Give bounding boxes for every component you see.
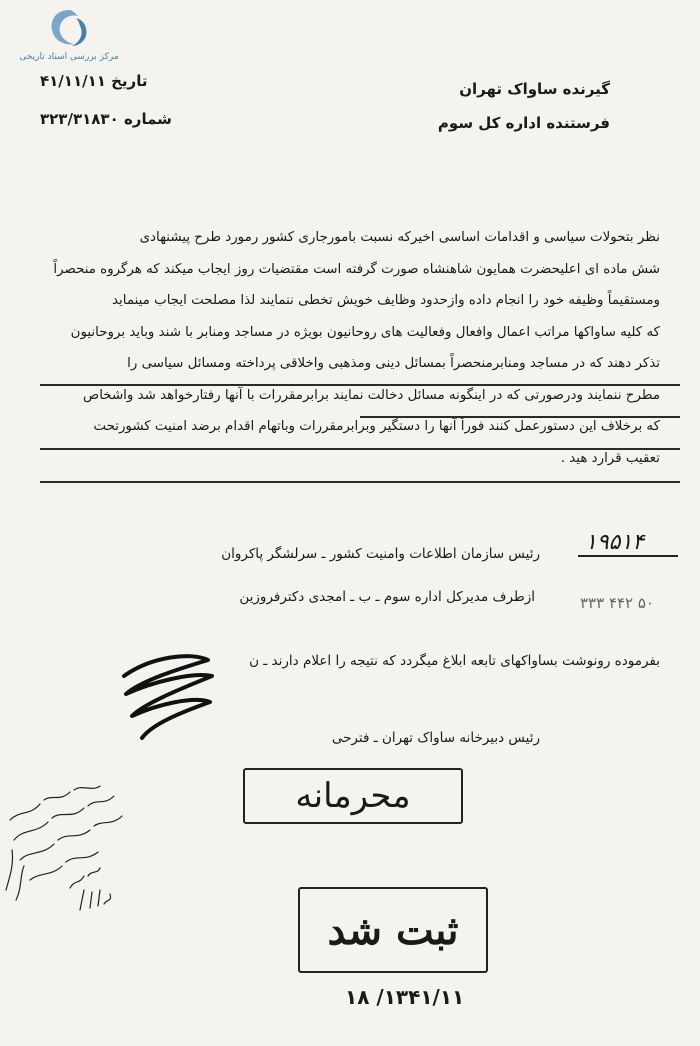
registered-date: ۱۳۴۱/۱۱/ ۱۸ [345, 985, 465, 1009]
body-line: تذکر دهند که در مساجد ومنابرمنحصراً بمسائل دینی ومذهبی واخلاقی پرداخته ومسائل سیاسی را [127, 356, 660, 371]
number-line: شماره ۳۲۳/۳۱۸۳۰ [40, 110, 172, 128]
body-line: مطرح ننمایند ودرصورتی که در اینگونه مسائل دخالت نمایند برابرمقررات با آنها رفتارخواهد شد واشخاص [83, 387, 660, 403]
confidential-stamp: محرمانه [243, 768, 463, 824]
underline-mark [40, 448, 680, 450]
scribbled-signature [112, 646, 222, 746]
body-line: که کلیه ساواکها مراتب اعمال وافعال وفعالیت های روحانیون بویژه در مساجد ومنابر با شند وباید بروحانیون [70, 324, 660, 340]
underline-mark [360, 416, 680, 418]
body-line: تعقیب قرارد هید . [560, 450, 660, 466]
archive-logo [14, 8, 124, 68]
body-line: ومستقیماً وظیفه خود را انجام داده وازحدود وظایف خویش تخطی ننمایند لذا مصلحت ایجاب مینماید [112, 293, 660, 308]
recipient-line: گیرنده ساواک تهران [459, 80, 610, 98]
date-line: تاریخ ۴۱/۱۱/۱۱ [40, 72, 148, 90]
deputy-signature-line: ازطرف مدیرکل اداره سوم ـ ب ـ امجدی دکترفروزین [239, 589, 535, 605]
logo-caption: مرکز بررسی اسناد تاریخی [19, 52, 119, 62]
handwritten-margin-notes [0, 780, 150, 930]
letter-body [40, 222, 660, 474]
sender-line: فرستنده اداره کل سوم [437, 114, 610, 132]
stamp-rule [578, 555, 678, 557]
tehran-secretariat-line: رئیس دبیرخانه ساواک تهران ـ فترحی [331, 730, 540, 746]
body-line: نظر بتحولات سیاسی و اقدامات اساسی اخیرکه نسبت بامورجاری کشور رمورد طرح پیشنهادی [139, 230, 660, 245]
logo-emblem-icon [46, 8, 92, 48]
chief-signature-line: رئیس سازمان اطلاعات وامنیت کشور ـ سرلشگر پاکروان [221, 546, 540, 562]
body-line: که برخلاف این دستورعمل کنند فوراً آنها را دستگیر وبرابرمقررات وباتهام اقدام برضد امنیت کشورتحت [93, 419, 660, 434]
incoming-number-stamp: ۱۹۵۱۴ [585, 530, 645, 555]
registered-stamp: ثبت شد [298, 887, 488, 973]
underline-mark [40, 481, 680, 483]
underline-mark [40, 384, 680, 386]
body-line: شش ماده ای اعلیحضرت همایون شاهنشاه صورت گرفته است مقتضیات روز ایجاب میکند که هرگروه منحصراً [53, 261, 660, 277]
forwarding-instruction: بفرموده رونوشت بساواکهای تابعه ابلاغ میگردد که نتیجه را اعلام دارند ـ ن [249, 653, 660, 669]
faint-number-stamp: ۳۳۳ ۴۴۲ ۵۰ [580, 594, 654, 612]
